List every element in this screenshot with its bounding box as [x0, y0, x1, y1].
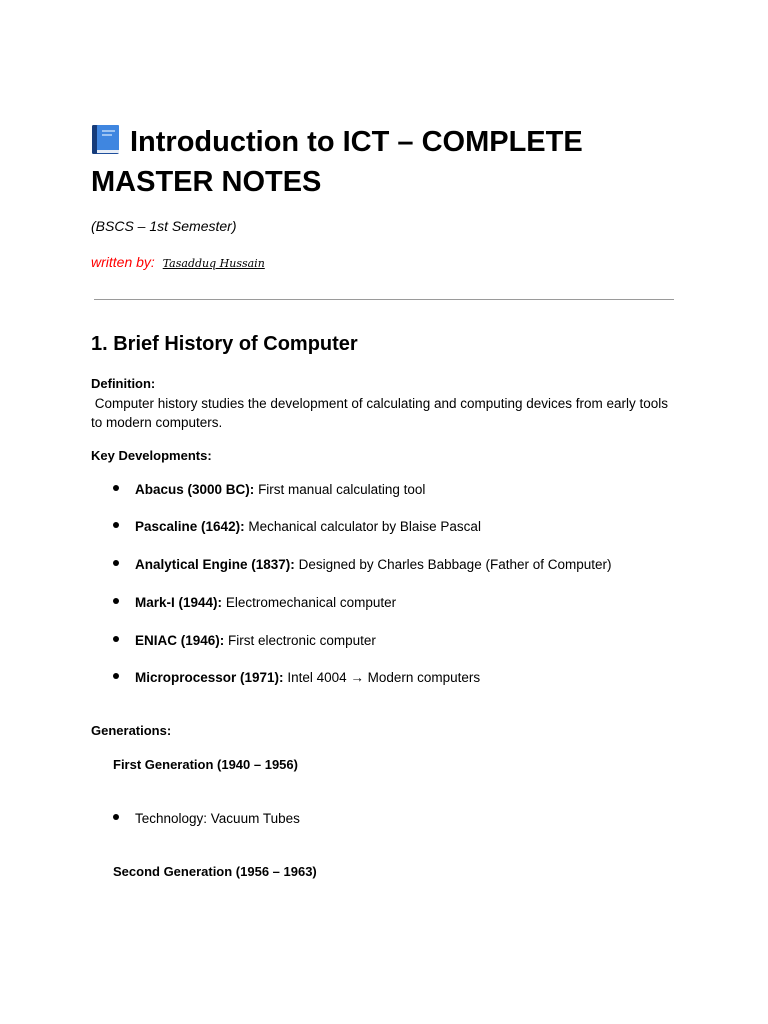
development-term: Mark-I (1944):	[135, 595, 223, 610]
bullet-dot-icon	[113, 673, 119, 679]
bullet-dot-icon	[113, 598, 119, 604]
development-desc: Designed by Charles Babbage (Father of Computer)	[298, 557, 612, 572]
first-generation-heading: First Generation (1940 – 1956)	[113, 757, 298, 772]
list-item	[113, 556, 612, 574]
bullet-dot-icon	[113, 636, 119, 642]
key-developments-label: Key Developments:	[91, 448, 212, 463]
subtitle: (BSCS – 1st Semester)	[91, 218, 237, 234]
page-title	[91, 122, 711, 202]
author-signature: Tasadduq Hussain	[162, 257, 265, 270]
bullet-dot-icon	[113, 560, 119, 566]
definition-text	[91, 394, 671, 432]
blue-book-icon	[91, 124, 121, 155]
second-generation-heading: Second Generation (1956 – 1963)	[113, 864, 317, 879]
development-desc: First electronic computer	[228, 633, 376, 648]
generations-label: Generations:	[91, 723, 172, 738]
development-term: Analytical Engine (1837):	[135, 557, 295, 572]
horizontal-divider	[94, 299, 674, 300]
development-desc: Electromechanical computer	[225, 595, 397, 610]
written-by-label: written by:	[91, 254, 155, 270]
development-term: Pascaline (1642):	[135, 519, 245, 534]
definition-text-content: Computer history studies the development of calculating and computing devices from early tools to modern computers.	[91, 396, 669, 430]
bullet-dot-icon	[113, 814, 119, 820]
list-item	[113, 669, 480, 687]
definition-label: Definition:	[91, 376, 156, 391]
development-desc: Intel 4004 → Modern computers	[287, 670, 481, 685]
development-term: Microprocessor (1971):	[135, 670, 284, 685]
list-item	[113, 632, 376, 650]
development-desc: Mechanical calculator by Blaise Pascal	[248, 519, 481, 534]
generation-item-text: Technology: Vacuum Tubes	[135, 811, 300, 826]
development-term: Abacus (3000 BC):	[135, 482, 255, 497]
development-term: ENIAC (1946):	[135, 633, 225, 648]
list-item	[113, 481, 425, 499]
list-item	[113, 594, 396, 612]
list-item	[113, 810, 300, 828]
development-desc: First manual calculating tool	[258, 482, 426, 497]
section-heading: 1. Brief History of Computer	[91, 333, 358, 355]
page-title-text: Introduction to ICT – COMPLETE MASTER NOTES	[91, 126, 583, 198]
bullet-dot-icon	[113, 485, 119, 491]
written-by-line	[91, 253, 265, 273]
bullet-dot-icon	[113, 522, 119, 528]
list-item	[113, 518, 481, 536]
